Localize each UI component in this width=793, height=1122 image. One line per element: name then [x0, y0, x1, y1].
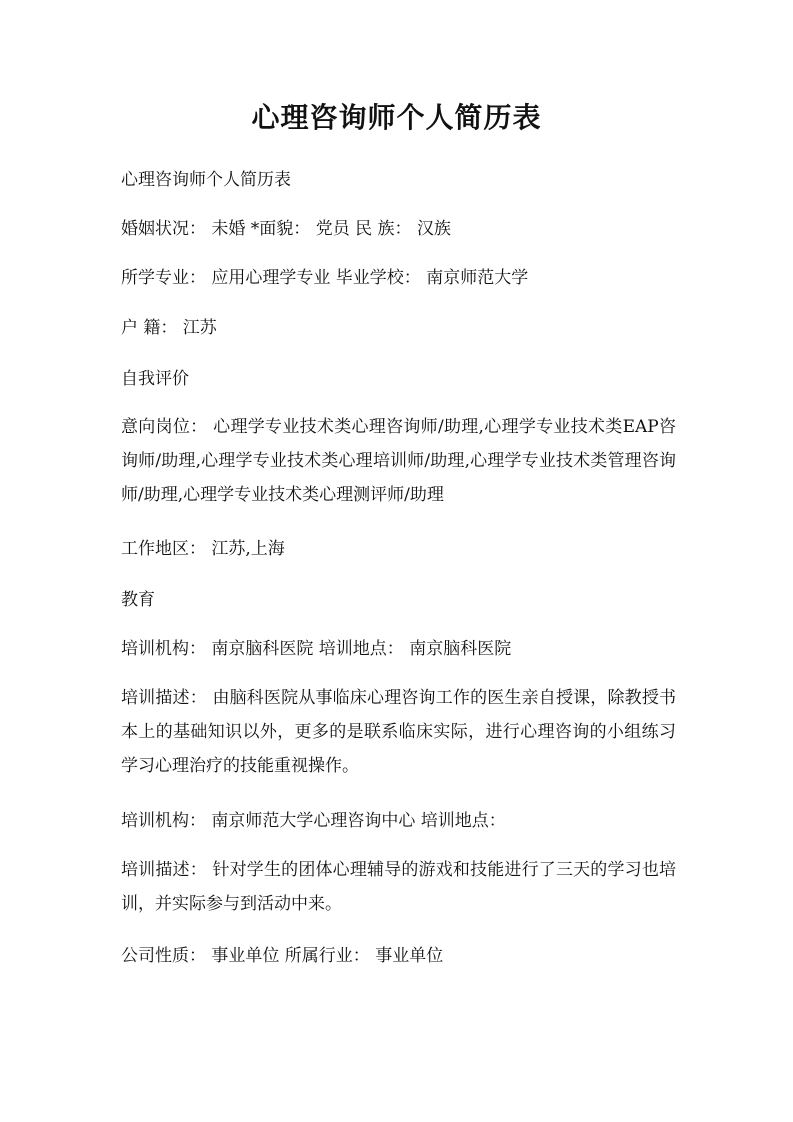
marital-status-paragraph: 婚姻状况： 未婚 *面貌： 党员 民 族： 汉族 — [121, 219, 451, 239]
training-description-paragraph-2: 培训描述： 针对学生的团体心理辅导的游戏和技能进行了三天的学习也培训，并实际参与到活动中来。 — [121, 860, 676, 914]
work-region-paragraph: 工作地区： 江苏,上海 — [121, 539, 285, 559]
self-evaluation-heading: 自我评价 — [121, 369, 189, 389]
training-institution-paragraph-2: 培训机构： 南京师范大学心理咨询中心 培训地点： — [121, 811, 506, 831]
document-title: 心理咨询师个人简历表 — [251, 101, 542, 134]
education-heading: 教育 — [121, 590, 155, 610]
desired-position-paragraph: 意向岗位： 心理学专业技术类心理咨询师/助理,心理学专业技术类EAP咨询师/助理,心理学专业技术类心理培训师/助理,心理学专业技术类管理咨询师/助理,心理学专业技术类心理测评师/助理 — [121, 417, 676, 505]
company-nature-paragraph: 公司性质： 事业单位 所属行业： 事业单位 — [121, 946, 444, 966]
major-paragraph: 所学专业： 应用心理学专业 毕业学校： 南京师范大学 — [121, 268, 529, 288]
training-description-paragraph: 培训描述： 由脑科医院从事临床心理咨询工作的医生亲自授课，除教授书本上的基础知识以外，更多的是联系临床实际，进行心理咨询的小组练习学习心理治疗的技能重视操作。 — [121, 688, 676, 776]
household-paragraph: 户 籍： 江苏 — [121, 318, 217, 338]
subtitle-paragraph: 心理咨询师个人简历表 — [121, 170, 291, 190]
training-institution-paragraph: 培训机构： 南京脑科医院 培训地点： 南京脑科医院 — [121, 639, 512, 659]
